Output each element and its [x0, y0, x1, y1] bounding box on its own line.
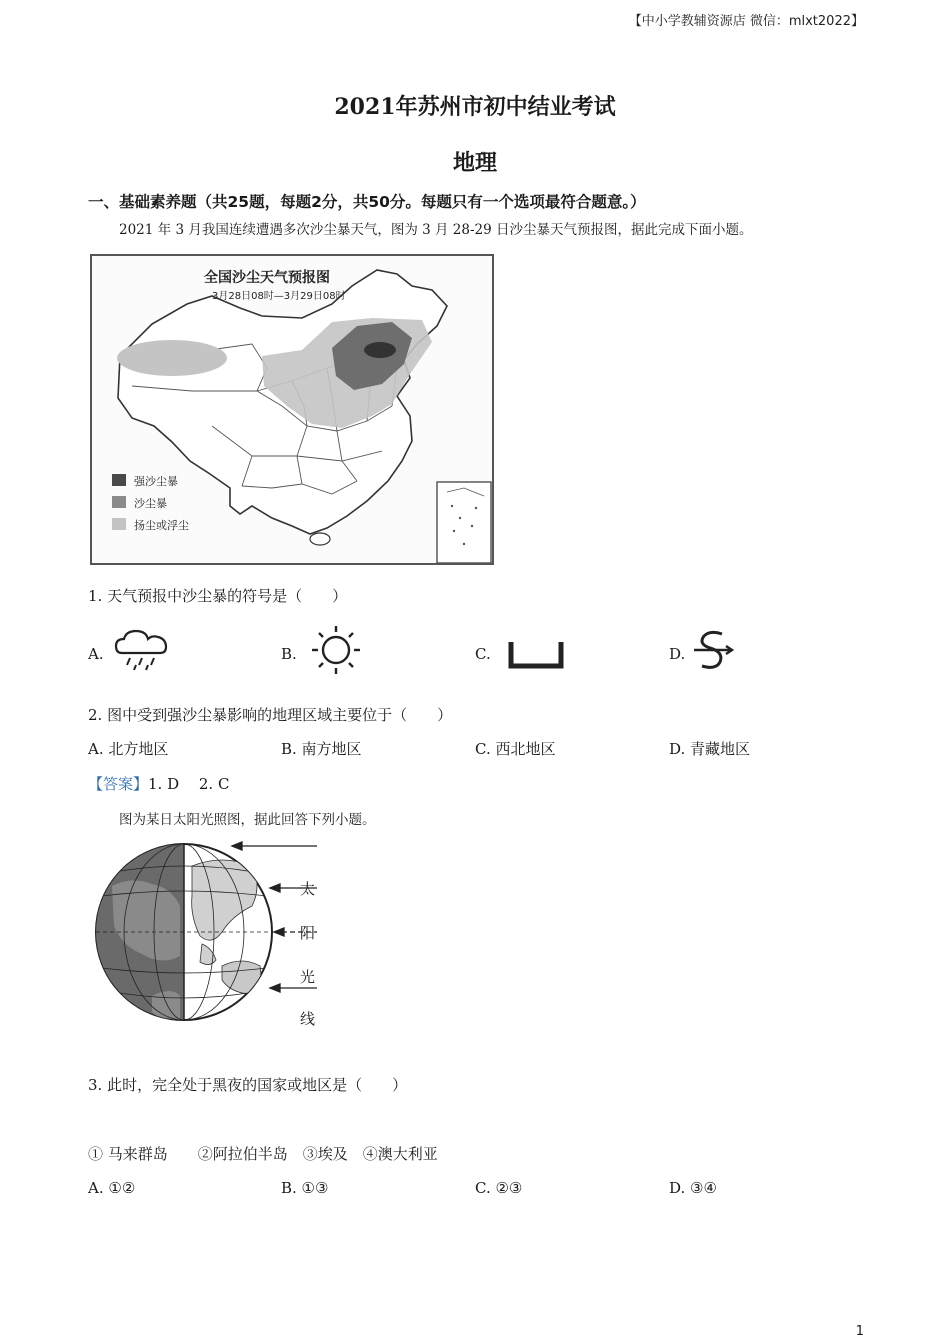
q1-option-a-label: A.: [88, 645, 104, 663]
sun-label-char-2: 阳: [300, 924, 316, 942]
q3-option-d: D. ③④: [669, 1179, 717, 1197]
legend-label-strong: 强沙尘暴: [134, 475, 178, 488]
question-1-stem: 1. 天气预报中沙尘暴的符号是（ ）: [88, 587, 348, 605]
intro-text-1: 2021 年 3 月我国连续遭遇多次沙尘暴天气，图为 3 月 28-29 日沙尘暴天气预报图，据此完成下面小题。: [119, 222, 753, 238]
legend-label-dust: 扬尘或浮尘: [134, 519, 189, 532]
q3-option-c: C. ②③: [475, 1179, 523, 1197]
legend-swatch-dust: [112, 518, 126, 530]
answer-line: [88, 773, 229, 794]
page-title: 2021年苏州市初中结业考试: [334, 94, 616, 120]
q1-option-d-label: D.: [669, 645, 686, 663]
sun-label-char-3: 光: [300, 968, 316, 986]
sun-icon: [308, 624, 364, 676]
question-2-stem: 2. 图中受到强沙尘暴影响的地理区域主要位于（ ）: [88, 706, 453, 724]
dust-forecast-map: [90, 254, 494, 565]
q3-option-a: A. ①②: [88, 1179, 136, 1197]
question-3-stem: 3. 此时，完全处于黑夜的国家或地区是（ ）: [88, 1076, 408, 1094]
map-subtitle: 3月28日08时—3月29日08时: [212, 291, 346, 302]
header-note: 【中小学教辅资源店 微信：mlxt2022】: [628, 14, 864, 29]
sandstorm-symbol-icon: [690, 626, 738, 674]
map-title: 全国沙尘天气预报图: [204, 270, 330, 286]
legend-swatch-storm: [112, 496, 126, 508]
bracket-symbol-icon: [505, 636, 567, 672]
q2-option-d: D. 青藏地区: [669, 740, 751, 758]
intro-text-2: 图为某日太阳光照图，据此回答下列小题。: [119, 812, 376, 828]
legend-swatch-strong: [112, 474, 126, 486]
q2-option-a: A. 北方地区: [88, 740, 169, 758]
china-map-graphic: [92, 256, 492, 563]
page-number: 1: [855, 1324, 864, 1339]
section-heading: 一、基础素养题（共25题，每题2分，共50分。每题只有一个选项最符合题意。）: [88, 193, 646, 211]
q1-option-b-label: B.: [281, 645, 297, 663]
subject-title: 地理: [452, 150, 497, 176]
sun-label-char-1: 太: [300, 880, 316, 898]
q3-option-b: B. ①③: [281, 1179, 329, 1197]
q2-option-c: C. 西北地区: [475, 740, 556, 758]
q1-option-c-label: C.: [475, 645, 491, 663]
cloud-rain-icon: [112, 625, 176, 673]
question-3-choices: ① 马来群岛 ②阿拉伯半岛 ③埃及 ④澳大利亚: [88, 1145, 438, 1163]
legend-label-storm: 沙尘暴: [134, 497, 167, 510]
sun-label-char-4: 线: [300, 1010, 316, 1028]
q2-option-b: B. 南方地区: [281, 740, 362, 758]
sunlight-globe-figure: [92, 836, 332, 1036]
answer-text: 1. D 2. C: [148, 775, 230, 793]
answer-tag: 【答案】: [88, 775, 149, 793]
south-china-sea-inset: [437, 482, 491, 563]
